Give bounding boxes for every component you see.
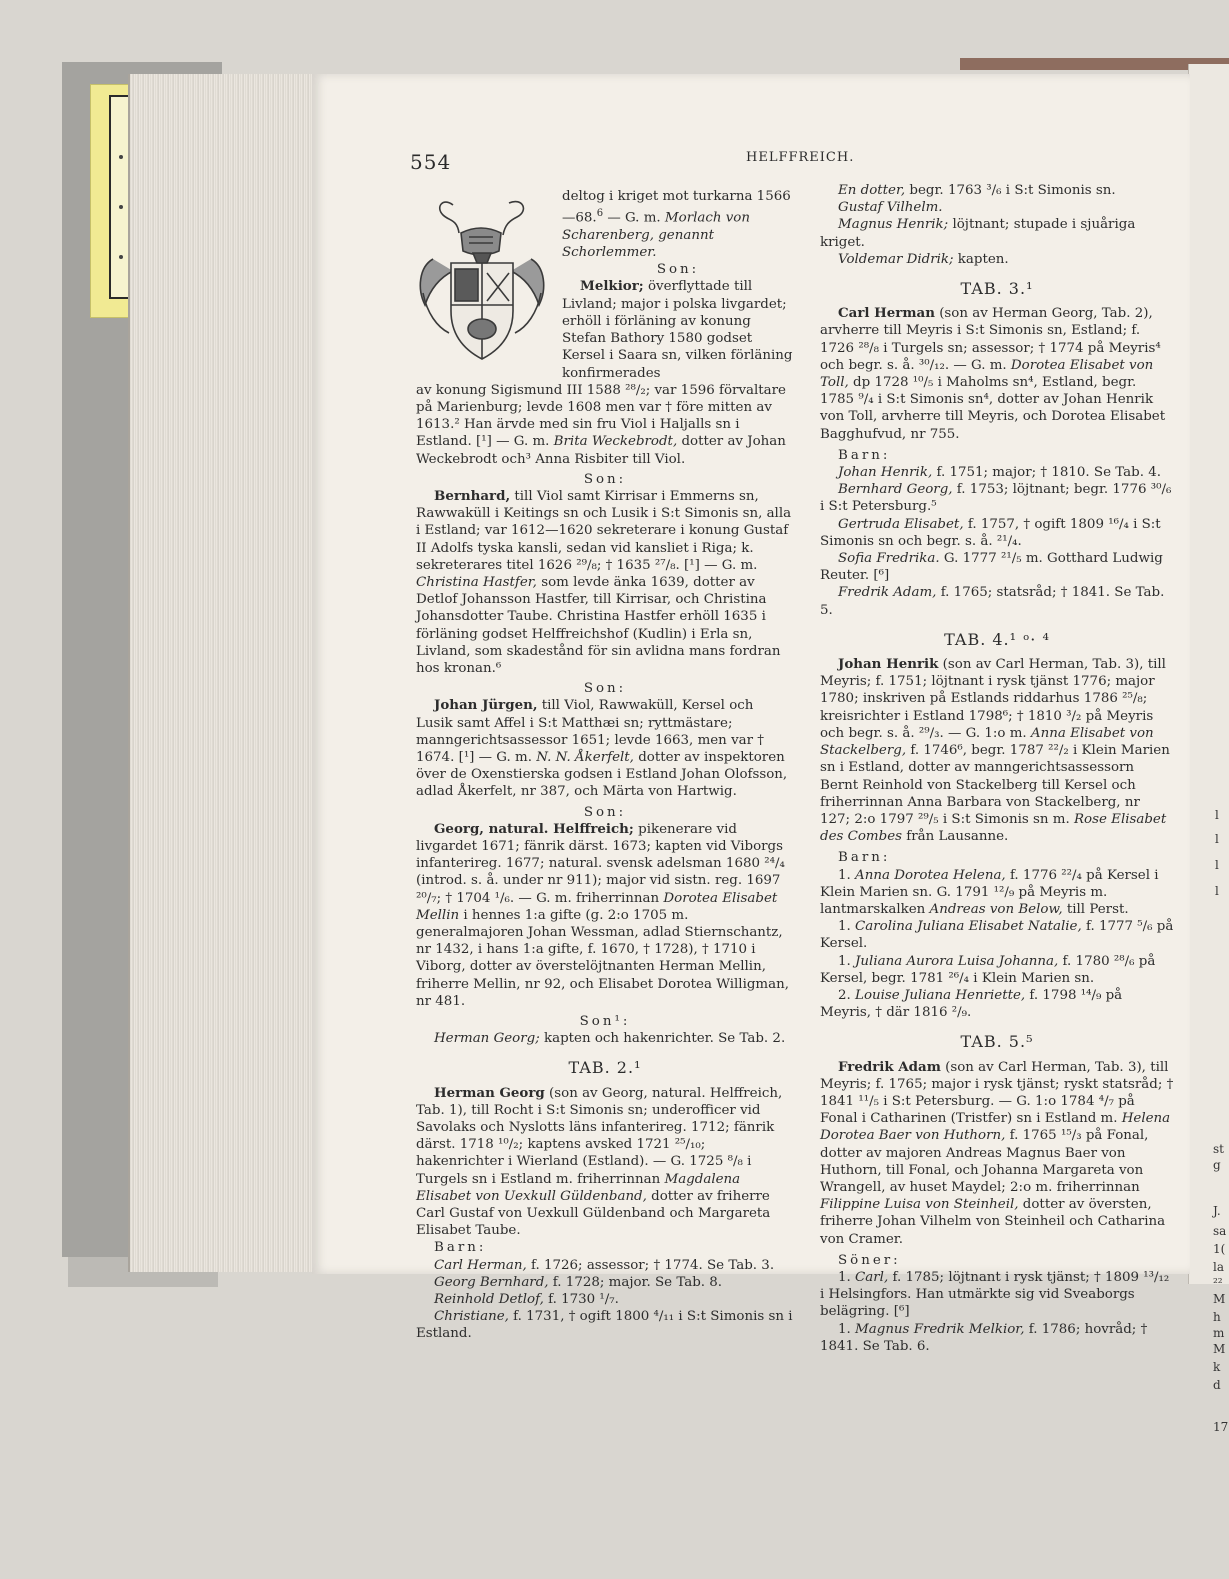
page-number: 554 [410, 150, 452, 174]
person-name: Bernhard, [434, 487, 511, 504]
text: — G. m. [603, 210, 665, 226]
running-head: HELFFREICH. [746, 150, 855, 165]
text: dotter av friherre Carl Gustaf von Uexkull Güldenband och Margareta Elisabet Taube. [416, 1188, 771, 1239]
child-name: Voldemar Didrik; [838, 251, 954, 267]
spouse-name: Morlach von Scharenberg, genannt Schorlemmer. [562, 210, 750, 261]
facing-fragment: h [1213, 1310, 1221, 1324]
facing-fragment: M [1213, 1342, 1226, 1356]
person-name: Georg, natural. Helffreich; [434, 820, 634, 837]
child-name: Carolina Juliana Elisabet Natalie, [855, 919, 1082, 935]
text: f. 1765; statsråd; † 1841. Se Tab. 5. [820, 585, 1165, 618]
entry-johan-jurgen [416, 697, 794, 800]
spine-dot [119, 155, 123, 159]
text: (son av Carl Herman, Tab. 3), till Meyris; f. 1765; major i rysk tjänst; ryskt statsråd; † 1841 ¹¹/₅ i S:t Petersburg. — G. 1:o 1784 ⁴/₇ på Fonal i Catharinen (Tristfer) sn i Estland m. [820, 1059, 1174, 1127]
section-label: Barn: [838, 447, 891, 463]
facing-fragment: ²² [1213, 1276, 1223, 1290]
text: till Perst. [1062, 901, 1129, 917]
text: (son av Carl Herman, Tab. 3), till Meyris; f. 1751; löjtnant i rysk tjänst 1776; major 1780; inskriven på Estlands riddarhus 1786 ²⁵/₈; kreisrichter i Estland 1798⁶; † 1810 ³/₂ på Meyris och begr. s. å. ²⁹/₃. — G. 1:o m. [820, 657, 1166, 741]
person-name: Herman Georg; [434, 1031, 540, 1047]
page-edges [128, 74, 322, 1272]
text: f. 1730 ¹/₇. [543, 1292, 619, 1308]
spouse-name: Magdalena Elisabet von Uexkull Güldenband, [416, 1171, 741, 1204]
child-number: 1. [838, 953, 856, 969]
text: till Viol samt Kirrisar i Emmerns sn, Rawwaküll i Keitings sn och Lusik i S:t Simonis sn, alla i Estland; var 1612—1620 sekreterare i konung Gustaf II Adolfs tyska kansli, sedan vid kansliet i Riga; k. sekreterares titel 1626 ²⁹/₈; † 1635 ²⁷/₈. [¹] — G. m. [416, 488, 792, 573]
right-column [820, 182, 1174, 1355]
child-entry [820, 918, 1174, 952]
child-name: Magnus Fredrik Melkior, [855, 1321, 1025, 1337]
text: f. 1785; löjtnant i rysk tjänst; † 1809 ¹³/₁₂ i Helsingfors. Han utmärkte sig vid Sveaborgs belägring. [⁶] [820, 1269, 1170, 1320]
text: f. 1726; assessor; † 1774. Se Tab. 3. [526, 1257, 775, 1273]
spouse-name: Dorotea Elisabet von Toll, [820, 357, 1154, 391]
text: f. 1751; major; † 1810. Se Tab. 4. [932, 465, 1161, 481]
text: f. 1780 ²⁸/₆ på Kersel, begr. 1781 ²⁶/₄ i Klein Marien sn. [820, 953, 1156, 986]
child-entry [820, 1269, 1174, 1321]
table-heading: TAB. 3.¹ [960, 279, 1034, 299]
child-entry [820, 199, 1174, 216]
text: begr. 1763 ³/₆ i S:t Simonis sn. [905, 183, 1116, 198]
entry-georg [416, 821, 794, 1010]
text: av konung Sigismund III 1588 ²⁸/₂; var 1596 förvaltare på Marienburg; levde 1608 men var † före mitten av 1613.² Han ärvde med sin fru Viol i Haljalls sn i Estland. [¹] — G. m. [416, 382, 786, 450]
child-number: 2. [838, 987, 856, 1003]
child-entry [820, 481, 1174, 515]
child-name: Gertruda Elisabet, [838, 516, 964, 532]
child-name: En dotter, [838, 183, 906, 198]
spouse-name: Andreas von Below, [929, 901, 1063, 917]
facing-fragment: l [1215, 808, 1219, 822]
section-label: Son: [583, 471, 627, 487]
text: f. 1777 ⁵/₆ på Kersel. [820, 919, 1174, 952]
text: kapten. [953, 251, 1009, 267]
child-number: 1. [838, 1269, 856, 1285]
text: (son av Herman Georg, Tab. 2), arvherre till Meyris i S:t Simonis sn, Estland; f. 1726 ²⁸/₈ i Turgels sn; assessor; † 1774 på Meyris⁴ och begr. s. å. ³⁰/₁₂. — G. m. [820, 306, 1161, 373]
text: f. 1728; major. Se Tab. 8. [548, 1274, 723, 1290]
entry-herman-georg-ref [416, 1030, 794, 1047]
facing-fragment: J. [1213, 1204, 1221, 1218]
child-name: Carl Herman, [434, 1257, 527, 1273]
child-name: Sofia Fredrika. [838, 551, 940, 567]
spouse-name: Anna Elisabet von Stackelberg, [820, 725, 1154, 759]
text: f. 1731, † ogift 1800 ⁴/₁₁ i S:t Simonis sn i Estland. [416, 1309, 793, 1342]
child-name: Juliana Aurora Luisa Johanna, [855, 953, 1059, 969]
section-label: Barn: [434, 1240, 487, 1256]
child-name: Fredrik Adam, [838, 585, 937, 601]
left-column [416, 188, 794, 1343]
child-entry [416, 1308, 794, 1342]
text: från Lausanne. [902, 829, 1009, 845]
text: pikenerare vid livgardet 1671; fänrik därst. 1673; kapten vid Viborgs infanterireg. 1677; natural. svensk adelsman 1680 ²⁴/₄ (introd. s. å. under nr 911); major vid sistn. reg. 1697 ²⁰/₇; † 1704 ¹/₆. — G. m. friherrinnan [416, 821, 785, 906]
person-name: Melkior; [580, 278, 644, 295]
section-label: Son: [583, 804, 627, 820]
child-number: 1. [838, 867, 856, 883]
child-name: Georg Bernhard, [434, 1274, 549, 1290]
child-entry [820, 987, 1174, 1021]
spouse-name: N. N. Åkerfelt, [536, 749, 634, 765]
text: deltog i kriget mot turkarna 1566—68. [562, 189, 791, 226]
text: G. 1777 ²¹/₅ m. Gotthard Ludwig Reuter. [⁶] [820, 551, 1163, 584]
child-name: Gustaf Vilhelm. [838, 200, 943, 216]
spouse-name: Christina Hastfer, [416, 574, 537, 590]
child-entry [820, 584, 1174, 618]
spine-dot [119, 205, 123, 209]
table-heading: TAB. 2.¹ [568, 1058, 642, 1078]
child-name: Johan Henrik, [838, 465, 933, 481]
child-entry [820, 216, 1174, 250]
footnote-ref: 6 [596, 208, 604, 220]
intro-paragraph [562, 188, 794, 261]
facing-fragment: k [1213, 1360, 1221, 1374]
text: f. 1757, † ogift 1809 ¹⁶/₄ i S:t Simonis sn och begr. s. å. ²¹/₄. [820, 516, 1161, 549]
section-label: Son: [583, 681, 627, 697]
child-entry [416, 1274, 794, 1291]
child-entry [416, 1291, 794, 1308]
child-number: 1. [838, 1321, 856, 1337]
table-heading: TAB. 5.⁵ [960, 1032, 1034, 1052]
spouse-name: Filippine Luisa von Steinheil, [820, 1197, 1019, 1213]
child-entry [820, 251, 1174, 268]
spine-dot [119, 255, 123, 259]
person-name: Johan Jürgen, [434, 697, 538, 714]
child-entry [416, 1257, 794, 1274]
facing-fragment: l [1215, 858, 1219, 872]
person-name: Johan Henrik [838, 656, 939, 673]
facing-fragment: sa [1213, 1224, 1227, 1238]
text: kapten och hakenrichter. Se Tab. 2. [539, 1031, 786, 1047]
facing-fragment: g [1213, 1158, 1221, 1172]
spouse-name: Brita Weckebrodt, [553, 434, 678, 450]
child-name: Louise Juliana Henriette, [855, 987, 1026, 1003]
text: dotter av översten, friherre Johan Vilhelm von Steinheil och Catharina von Cramer. [820, 1197, 1166, 1247]
facing-page-edge [1188, 64, 1229, 1434]
child-name: Anna Dorotea Helena, [855, 867, 1006, 883]
facing-fragment: l [1215, 884, 1219, 898]
facing-fragment: l [1215, 832, 1219, 846]
facing-fragment: la [1213, 1260, 1224, 1274]
text: dotter av Johan Weckebrodt och³ Anna Risbiter till Viol. [416, 434, 786, 467]
child-entry [820, 464, 1174, 481]
text: f. 1798 ¹⁴/₉ på Meyris, † där 1816 ²/₉. [820, 987, 1123, 1021]
child-entry [820, 550, 1174, 584]
entry-bernhard [416, 488, 794, 677]
person-name: Herman Georg [434, 1084, 545, 1101]
child-entry [820, 182, 1174, 199]
text: f. 1746⁶, begr. 1787 ²²/₂ i Klein Marien sn i Estland, dotter av manngerichtsassessorn Bernt Reinhold von Stackelberg till Kersel och friherrinnan Anna Barbara von Stackelberg, nr 127; 2:o 1797 ²⁹/₅ i S:t Simonis sn m. [820, 743, 1170, 827]
text: överflyttade till Livland; major i polska livgardet; erhöll i förläning av konung Stefan Bathory 1580 godset Kersel i Saara sn, vilken förläning konfirmerades [562, 279, 793, 381]
entry-herman-georg [416, 1085, 794, 1240]
text: i hennes 1:a gifte (g. 2:o 1705 m. generalmajoren Johan Wessman, adlad Stiernschantz, nr 1432, i hans 1:a gifte, f. 1670, † 1728), † 1710 i Viborg, dotter av överstelöjtnanten Herman Mellin, friherre Mellin, nr 92, och Elisabet Dorotea Willigman, nr 481. [416, 907, 789, 1009]
facing-fragment: 17 [1213, 1420, 1229, 1434]
facing-fragment: 1( [1213, 1242, 1226, 1256]
text: f. 1765 ¹⁵/₃ på Fonal, dotter av majoren Andreas Magnus Baer von Huthorn, till Fonal, och Johanna Margareta von Wrangell, av huset Maydel; 2:o m. friherrinnan [820, 1128, 1149, 1195]
spouse-name: Rose Elisabet des Combes [820, 811, 1167, 845]
section-label: Son: [656, 262, 700, 278]
person-name: Carl Herman [838, 305, 935, 322]
child-entry [820, 867, 1174, 919]
text: f. 1786; hovråd; † 1841. Se Tab. 6. [820, 1321, 1148, 1354]
child-name: Magnus Henrik; [838, 217, 949, 233]
child-entry [820, 953, 1174, 987]
text: som levde änka 1639, dotter av Detlof Johansson Hastfer, till Kirrisar, och Christina Johansdotter Taube. Christina Hastfer erhöll 1635 i förläning godset Helffreichshof (Kudlin) i Erla sn, Livland, som skadestånd för sin avlidna mans fordran hos kronan.⁶ [416, 574, 781, 676]
text: löjtnant; stupade i sjuåriga kriget. [820, 217, 1136, 250]
facing-fragment: d [1213, 1378, 1221, 1392]
text: till Viol, Rawwaküll, Kersel och Lusik samt Affel i S:t Matthæi sn; ryttmästare; manngerichtsassessor 1651; levde 1663, men var † 1674. [¹] — G. m. [416, 698, 764, 765]
text: f. 1753; löjtnant; begr. 1776 ³⁰/₆ i S:t Petersburg.⁵ [820, 482, 1172, 515]
entry-melkior [562, 278, 794, 381]
table-heading: TAB. 4.¹ ᵒ· ⁴ [944, 629, 1050, 649]
entry-fredrik-adam [820, 1059, 1174, 1248]
child-name: Carl, [855, 1269, 889, 1285]
facing-fragment: m [1213, 1326, 1225, 1340]
text: dp 1728 ¹⁰/₅ i Maholms sn⁴, Estland, begr. 1785 ⁹/₄ i S:t Simonis sn⁴, dotter av Johan Henrik von Toll, arvherre till Meyris, och Dorotea Elisabet Bagghufvud, nr 755. [820, 375, 1166, 442]
child-name: Christiane, [434, 1309, 509, 1325]
child-name: Reinhold Detlof, [434, 1292, 544, 1308]
person-name: Fredrik Adam [838, 1058, 941, 1075]
facing-fragment: M [1213, 1292, 1226, 1306]
entry-carl-herman [820, 305, 1174, 443]
child-name: Bernhard Georg, [838, 482, 953, 498]
text: (son av Georg, natural. Helffreich, Tab. 1), till Rocht i S:t Simonis sn; underofficer vid Savolaks och Nyslotts läns infanterireg. 1712; fänrik därst. 1718 ¹⁰/₂; kaptens avsked 1721 ²⁵/₁₀; hakenrichter i Wierland (Estland). — G. 1725 ⁸/₈ i Turgels sn i Estland m. friherrinnan [416, 1085, 783, 1187]
section-label: Barn: [838, 850, 891, 866]
child-entry [820, 516, 1174, 550]
entry-melkior-cont [416, 382, 794, 468]
facing-fragment: st [1213, 1142, 1224, 1156]
child-entry [820, 1321, 1174, 1355]
entry-johan-henrik [820, 656, 1174, 845]
spouse-name: Dorotea Elisabet Mellin [416, 890, 778, 923]
child-number: 1. [838, 919, 856, 935]
text: f. 1776 ²²/₄ på Kersel i Klein Marien sn. G. 1791 ¹²/₉ på Meyris m. lantmarskalken [820, 867, 1159, 917]
section-label: Son¹: [579, 1014, 631, 1030]
spouse-name: Helena Dorotea Baer von Huthorn, [820, 1111, 1171, 1144]
text: dotter av inspektoren över de Oxenstierska godsen i Estland Johan Olofsson, adlad Åkerfelt, nr 387, och Märta von Hartwig. [416, 749, 788, 800]
section-label: Söner: [838, 1252, 901, 1268]
